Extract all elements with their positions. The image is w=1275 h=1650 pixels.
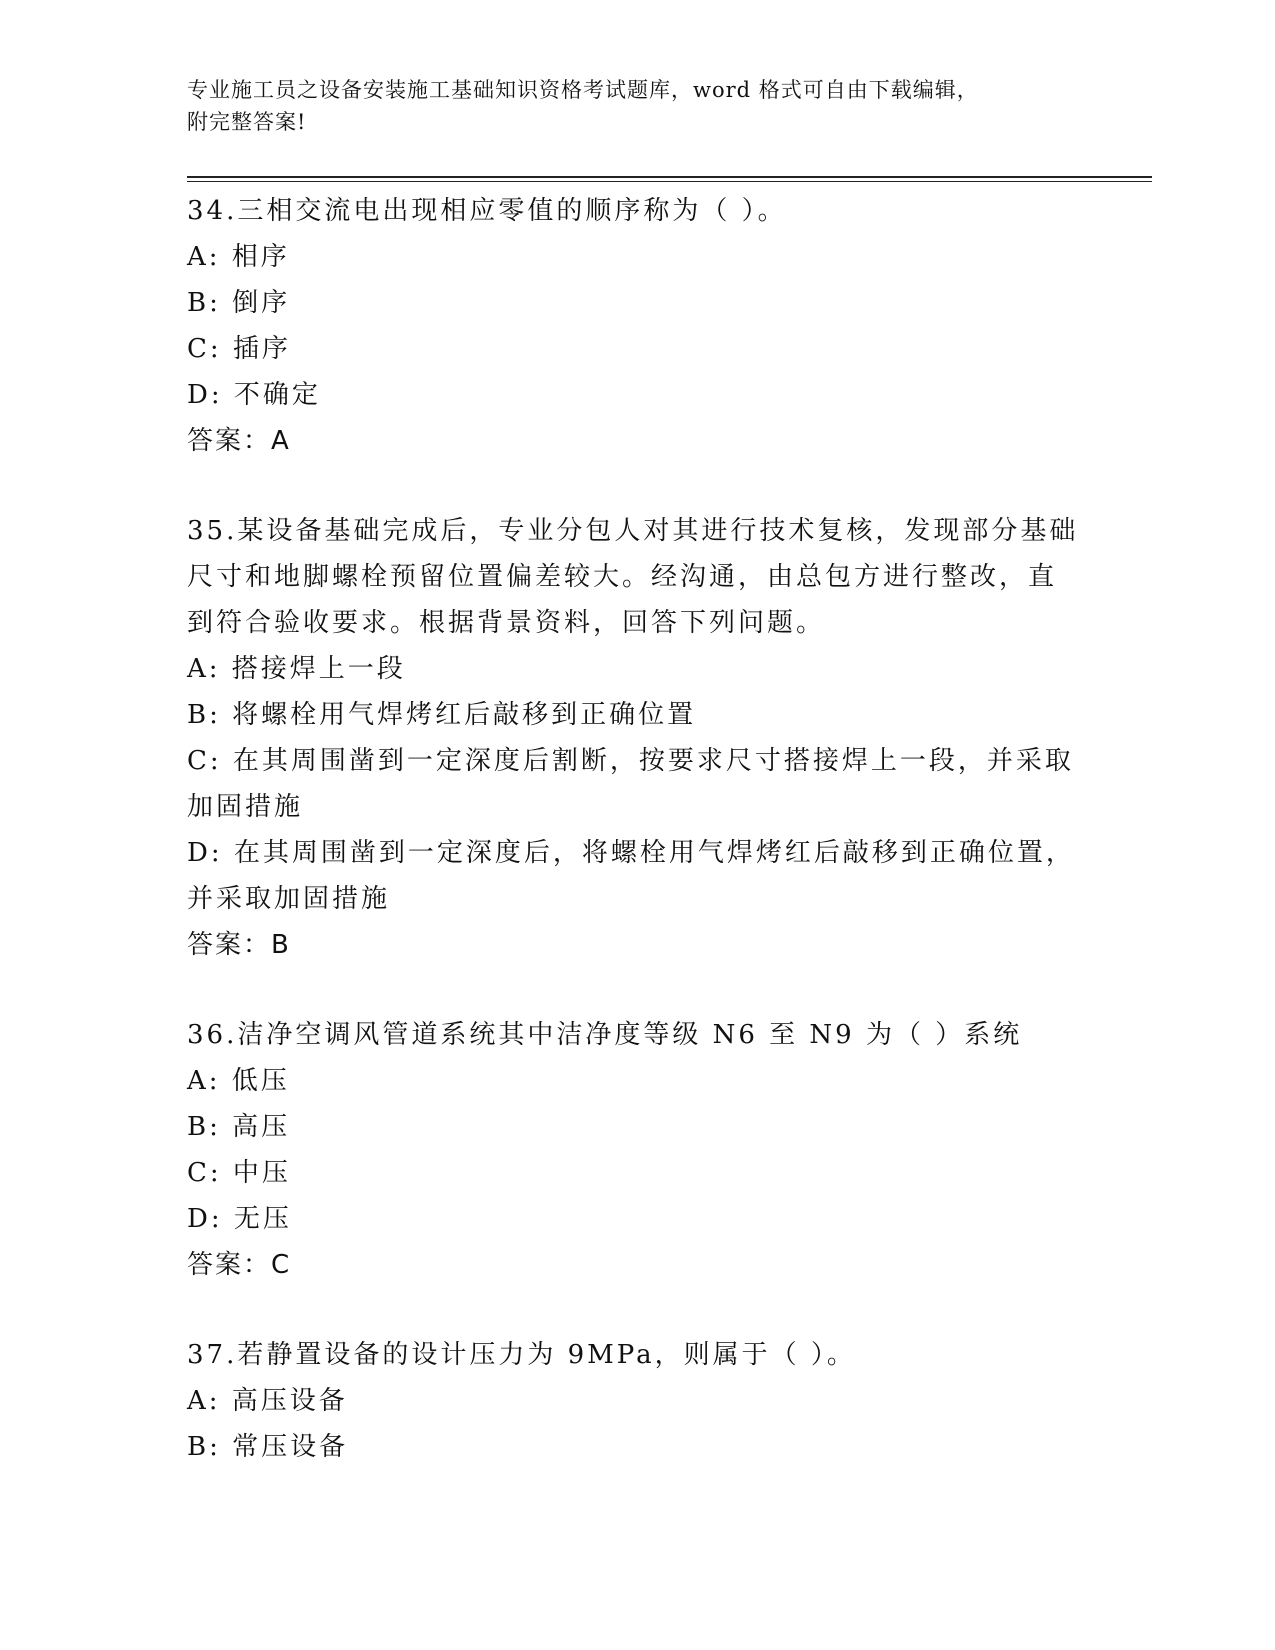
answer-option: C: 在其周围凿到一定深度后割断，按要求尺寸搭接焊上一段，并采取	[187, 746, 1074, 776]
question-text: 尺寸和地脚螺栓预留位置偏差较大。经沟通，由总包方进行整改，直	[187, 562, 1058, 592]
document-header	[187, 74, 1087, 138]
header-divider	[187, 176, 1152, 178]
answer-option: B: 将螺栓用气焊烤红后敲移到正确位置	[187, 700, 697, 730]
answer-option: A: 相序	[187, 242, 290, 272]
question-text: 到符合验收要求。根据背景资料，回答下列问题。	[187, 608, 826, 638]
question-block	[187, 508, 1087, 968]
answer-option: B: 倒序	[187, 288, 291, 318]
answer-option: 并采取加固措施	[187, 884, 391, 914]
header-line: 专业施工员之设备安装施工基础知识资格考试题库，word 格式可自由下载编辑，	[187, 78, 979, 102]
question-block	[187, 188, 1087, 464]
correct-answer: 答案：C	[187, 1250, 292, 1280]
answer-option: D: 在其周围凿到一定深度后，将螺栓用气焊烤红后敲移到正确位置，	[187, 838, 1075, 868]
answer-option: B: 常压设备	[187, 1432, 349, 1462]
answer-option: D: 不确定	[187, 380, 321, 410]
correct-answer: 答案：A	[187, 426, 291, 456]
answer-option: A: 低压	[187, 1066, 290, 1096]
question-text: 35.某设备基础完成后，专业分包人对其进行技术复核，发现部分基础	[187, 516, 1079, 546]
question-list	[187, 188, 1087, 1514]
answer-option: A: 高压设备	[187, 1386, 348, 1416]
header-divider	[187, 181, 1152, 182]
question-text: 37.若静置设备的设计压力为 9MPa，则属于（ ）。	[187, 1340, 856, 1370]
answer-option: C: 插序	[187, 334, 291, 364]
correct-answer: 答案：B	[187, 930, 291, 960]
question-text: 34.三相交流电出现相应零值的顺序称为（ ）。	[187, 196, 787, 226]
question-block	[187, 1012, 1087, 1288]
answer-option: A: 搭接焊上一段	[187, 654, 406, 684]
answer-option: B: 高压	[187, 1112, 291, 1142]
question-text: 36.洁净空调风管道系统其中洁净度等级 N6 至 N9 为（ ）系统	[187, 1020, 1023, 1050]
question-block	[187, 1332, 1087, 1470]
header-line: 附完整答案!	[187, 110, 307, 134]
answer-option: C: 中压	[187, 1158, 291, 1188]
answer-option: D: 无压	[187, 1204, 292, 1234]
answer-option: 加固措施	[187, 792, 304, 822]
